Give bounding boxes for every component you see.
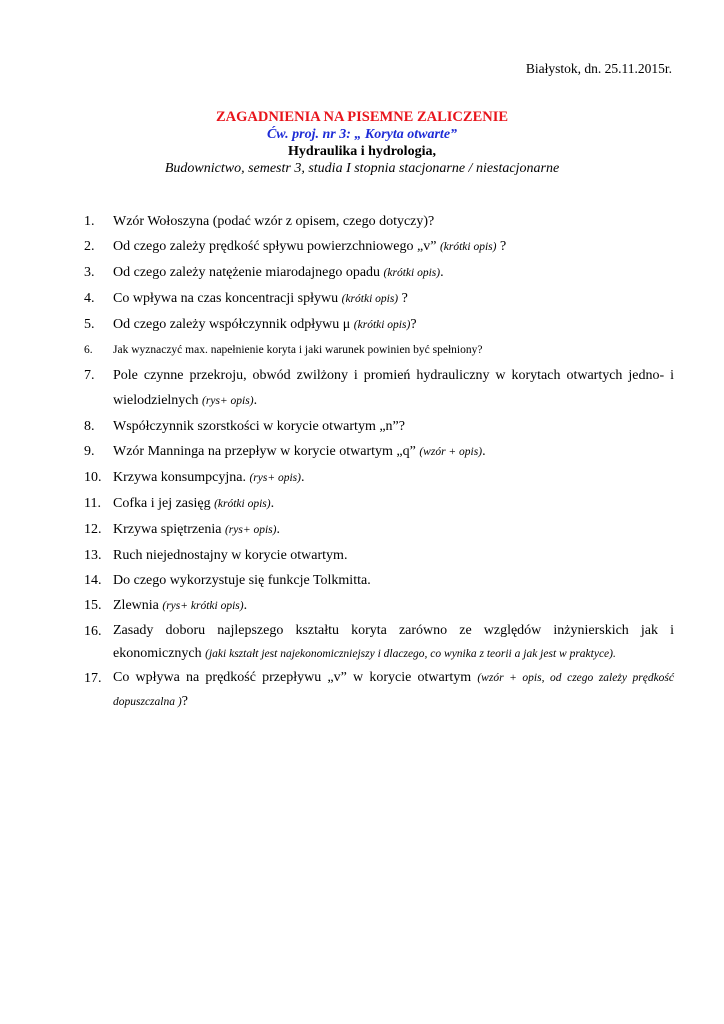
- question-note: (krótki opis): [439, 241, 497, 253]
- question-text-wrap: [113, 619, 674, 666]
- question-item: [84, 568, 674, 593]
- question-tail: .: [482, 444, 486, 459]
- question-text-wrap: [113, 338, 674, 363]
- question-item: [84, 666, 674, 714]
- question-note: (rys+ opis): [249, 472, 301, 484]
- question-item: [84, 465, 674, 491]
- question-text: Zasady doboru najlepszego kształtu koryta zarówno ze względów inżynierskich jak i ekonomicznych: [113, 623, 674, 661]
- question-text: Do czego wykorzystuje się funkcje Tolkmitta.: [113, 573, 371, 588]
- question-text-wrap: [113, 286, 674, 312]
- question-note: (wzór + opis, od czego zależy prędkość dopuszczalna ): [113, 672, 675, 708]
- question-text: Zlewnia: [113, 598, 159, 613]
- question-item: [84, 286, 674, 312]
- question-note: (wzór + opis): [419, 446, 483, 458]
- question-item: [84, 260, 674, 286]
- question-number: 5.: [84, 317, 95, 332]
- question-tail: .: [253, 393, 258, 408]
- question-text-wrap: [113, 260, 674, 286]
- question-item: [84, 338, 674, 363]
- question-note: (rys+ opis): [202, 395, 254, 407]
- question-tail: .: [440, 265, 444, 280]
- question-text-wrap: [113, 234, 674, 260]
- question-text-wrap: [113, 465, 674, 491]
- question-text-wrap: [113, 363, 674, 414]
- question-number: 13.: [84, 548, 102, 563]
- question-tail: ?: [181, 694, 188, 709]
- question-number: 16.: [84, 624, 102, 639]
- question-text: Współczynnik szorstkości w korycie otwartym „n”?: [113, 419, 405, 434]
- question-text: Krzywa konsumpcyjna.: [113, 470, 246, 485]
- question-text-wrap: [113, 666, 674, 714]
- question-note: (krótki opis): [341, 293, 399, 305]
- question-item: [84, 363, 674, 414]
- question-text: Co wpływa na prędkość przepływu „v” w korycie otwartym: [113, 670, 472, 685]
- question-text: Od czego zależy natężenie miarodajnego opadu: [113, 265, 381, 280]
- question-number: 8.: [84, 419, 95, 434]
- question-item: [84, 312, 674, 338]
- question-item: [84, 234, 674, 260]
- question-text: Ruch niejednostajny w korycie otwartym.: [113, 548, 348, 563]
- question-text: Cofka i jej zasięg: [113, 496, 211, 511]
- question-text-wrap: [113, 568, 674, 593]
- question-item: [84, 517, 674, 543]
- question-item: [84, 439, 674, 465]
- question-text-wrap: [113, 439, 674, 465]
- question-text-wrap: [113, 491, 674, 517]
- document-header: [0, 109, 724, 178]
- questions-list: [84, 209, 674, 714]
- question-tail: .: [301, 470, 305, 485]
- question-text-wrap: [113, 517, 674, 543]
- question-number: 2.: [84, 239, 95, 254]
- question-note: (jaki kształt jest najekonomiczniejszy i dlaczego, co wynika z teorii a jak jest w praktyce).: [205, 648, 616, 660]
- question-item: [84, 593, 674, 619]
- question-tail: .: [270, 496, 275, 511]
- question-number: 11.: [84, 496, 101, 511]
- question-number: 4.: [84, 291, 95, 306]
- question-text-wrap: [113, 209, 674, 234]
- question-note: (krótki opis): [353, 319, 411, 331]
- question-note: (krótki opis): [383, 267, 441, 279]
- question-text-wrap: [113, 312, 674, 338]
- question-text: Od czego zależy współczynnik odpływu μ: [113, 317, 354, 332]
- study-info: Budownictwo, semestr 3, studia I stopnia stacjonarne / niestacjonarne: [164, 161, 560, 176]
- question-note: (rys+ krótki opis): [162, 600, 244, 612]
- question-tail: ?: [496, 239, 507, 254]
- question-text: Wzór Wołoszyna (podać wzór z opisem, czego dotyczy)?: [113, 214, 435, 229]
- question-text: Krzywa spiętrzenia: [113, 522, 222, 537]
- question-note: (rys+ opis): [224, 524, 277, 536]
- question-number: 12.: [84, 522, 102, 537]
- question-number: 15.: [84, 598, 102, 613]
- question-number: 17.: [84, 671, 102, 686]
- document-date: Białystok, dn. 25.11.2015r.: [525, 61, 672, 76]
- question-number: 14.: [84, 573, 102, 588]
- question-item: [84, 414, 674, 439]
- question-text: Wzór Manninga na przepływ w korycie otwartym „q”: [113, 444, 416, 459]
- question-tail: ?: [410, 317, 417, 332]
- question-number: 3.: [84, 265, 95, 280]
- question-text: Co wpływa na czas koncentracji spływu: [113, 291, 339, 306]
- question-number: 10.: [84, 470, 102, 485]
- question-item: [84, 543, 674, 568]
- question-text-wrap: [113, 543, 674, 568]
- question-text: Pole czynne przekroju, obwód zwilżony i promień hydrauliczny w korytach otwartych jedno- i wielodzielnych: [113, 368, 674, 408]
- question-item: [84, 209, 674, 234]
- question-tail: ?: [398, 291, 408, 306]
- document-title: ZAGADNIENIA NA PISEMNE ZALICZENIE: [215, 109, 509, 125]
- question-number: 9.: [84, 444, 95, 459]
- question-number: 6.: [84, 344, 93, 356]
- question-text-wrap: [113, 593, 674, 619]
- question-tail: .: [243, 598, 248, 613]
- document-subtitle: Ćw. proj. nr 3: „ Koryta otwarte”: [266, 127, 458, 142]
- question-item: [84, 619, 674, 666]
- question-text-wrap: [113, 414, 674, 439]
- question-text: Jak wyznaczyć max. napełnienie koryta i jaki warunek powinien być spełniony?: [113, 344, 483, 356]
- question-number: 1.: [84, 214, 95, 229]
- question-item: [84, 491, 674, 517]
- course-name: Hydraulika i hydrologia,: [288, 144, 436, 159]
- question-number: 7.: [84, 368, 95, 383]
- question-note: (krótki opis): [214, 498, 271, 510]
- question-tail: .: [276, 522, 280, 537]
- question-text: Od czego zależy prędkość spływu powierzchniowego „v”: [113, 239, 437, 254]
